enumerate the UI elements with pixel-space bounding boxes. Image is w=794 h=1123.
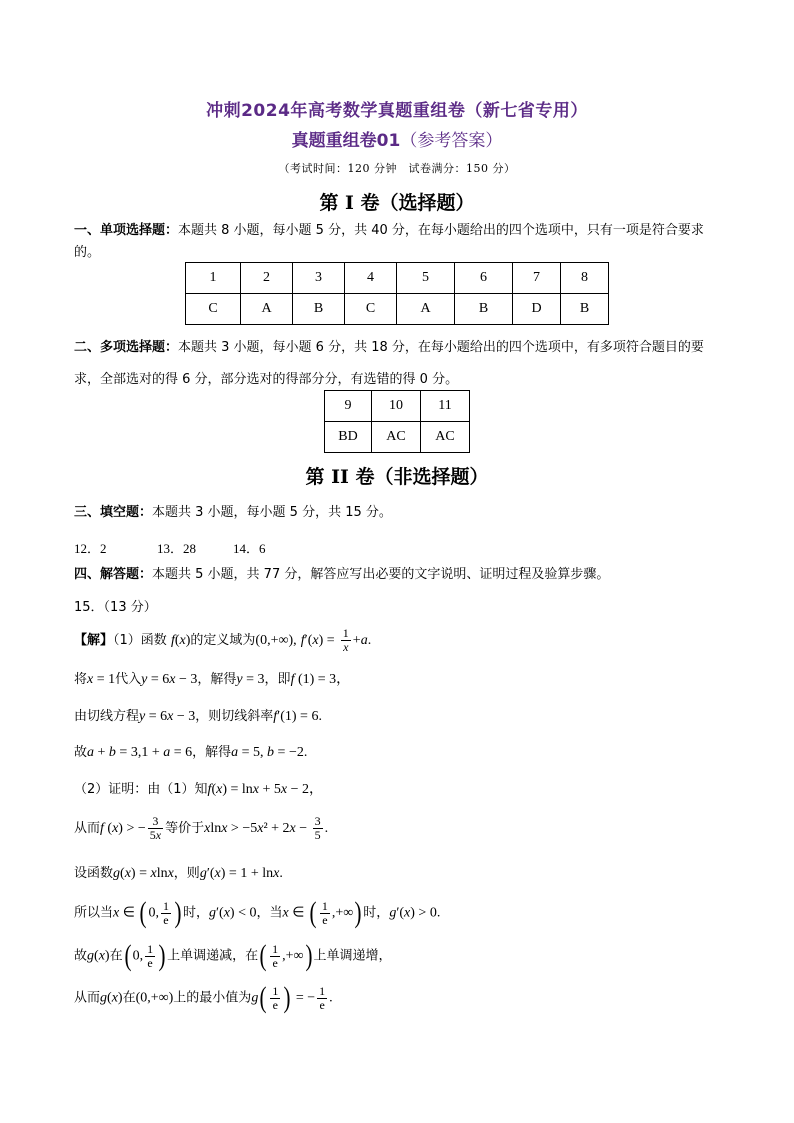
multi-choice-answer-table (324, 390, 470, 453)
solution-line-4: 故a + b = 3,1 + a = 6，解得a = 5, b = −2. (74, 745, 308, 760)
solution-line-1: 【解】（1）函数 f(x)的定义域为(0,+∞), f′(x) = $\frac{1}{x}$ +a. (74, 626, 372, 654)
single-choice-label: 一、单项选择题： (74, 223, 179, 238)
table-row (325, 422, 470, 453)
document-title: 冲刺2024年高考数学真题重组卷（新七省专用） (206, 101, 588, 121)
q15-header: 15．（13 分） (74, 600, 157, 615)
question-number-cell: 11 (421, 391, 470, 422)
fill-answer: 13．28 (157, 541, 197, 556)
question-number-cell: 1 (186, 263, 241, 294)
question-number-cell: 4 (345, 263, 397, 294)
solution-line-9: 故g(x)在( 0, $\frac{1}{e}$ ) 上单调递减，在( $\frac{1}{e}$ ,+∞) 上单调递增， (74, 939, 392, 972)
fill-blank-answers (74, 538, 266, 557)
exam-info: （考试时间：120 分钟 试卷满分：150 分） (278, 162, 516, 175)
multi-choice-text: 本题共 3 小题，每小题 6 分，共 18 分，在每小题给出的四个选项中，有多项符合题目的要求，全部选对的得 6 分，部分选对的得部分分，有选错的得 0 分。 (74, 340, 704, 387)
question-number-cell: 8 (561, 263, 609, 294)
question-number-cell: 6 (455, 263, 513, 294)
subtitle-paren: （参考答案） (400, 131, 503, 151)
solution-line-6: 从而f (x) > − $\frac{3}{5x}$ 等价于xlnx > −5x² + 2x − $\frac{3}{5}$ . (74, 814, 329, 842)
answer-cell: C (345, 294, 397, 325)
solution-line-10: 从而g(x)在(0,+∞)上的最小值为g( $\frac{1}{e}$ ) = − $\frac{1}{e}$ . (74, 981, 333, 1014)
answer-cell: A (397, 294, 455, 325)
single-choice-intro (74, 220, 728, 264)
answer-cell: AC (421, 422, 470, 453)
fill-blank-label: 三、填空题： (74, 505, 153, 520)
table-row (186, 294, 609, 325)
answer-cell: B (561, 294, 609, 325)
part2-title: 第 II 卷（非选择题） (305, 466, 489, 488)
question-number-cell: 3 (293, 263, 345, 294)
solution-line-2: 将x = 1代入y = 6x − 3，解得y = 3，即f (1) = 3， (74, 672, 351, 687)
answer-cell: B (455, 294, 513, 325)
solutions-label: 四、解答题： (74, 567, 153, 582)
answer-cell: A (241, 294, 293, 325)
answer-cell: BD (325, 422, 372, 453)
question-number-cell: 9 (325, 391, 372, 422)
multi-choice-intro (74, 332, 728, 396)
question-number-cell: 7 (513, 263, 561, 294)
single-choice-answer-table (185, 262, 609, 325)
question-number-cell: 5 (397, 263, 455, 294)
fill-answer: 14．6 (233, 541, 266, 556)
multi-choice-label: 二、多项选择题： (74, 340, 179, 355)
table-row (186, 263, 609, 294)
answer-cell: C (186, 294, 241, 325)
fill-blank-text: 本题共 3 小题，每小题 5 分，共 15 分。 (152, 505, 392, 520)
solution-line-3: 由切线方程y = 6x − 3，则切线斜率f′(1) = 6. (74, 709, 322, 724)
answer-cell: B (293, 294, 345, 325)
document-subtitle (0, 126, 794, 151)
table-row (325, 391, 470, 422)
fill-blank-intro (74, 502, 728, 524)
single-choice-text: 本题共 8 小题，每小题 5 分，共 40 分，在每小题给出的四个选项中，只有一项是符合要求的。 (74, 223, 704, 260)
solution-line-5: （2）证明：由（1）知f(x) = lnx + 5x − 2， (74, 782, 324, 797)
question-number-cell: 2 (241, 263, 293, 294)
solution-line-7: 设函数g(x) = xlnx，则g′(x) = 1 + lnx. (74, 866, 283, 881)
answer-cell: D (513, 294, 561, 325)
question-number-cell: 10 (372, 391, 421, 422)
solutions-text: 本题共 5 小题，共 77 分，解答应写出必要的文字说明、证明过程及验算步骤。 (152, 567, 610, 582)
solutions-intro (74, 564, 728, 586)
subtitle-main: 真题重组卷01 (291, 131, 401, 151)
fill-answer: 12．2 (74, 541, 107, 556)
solution-line-8: 所以当x ∈ ( 0, $\frac{1}{e}$ ) 时，g′(x) < 0，当x ∈ ( $\frac{1}{e}$ ,+∞) 时，g′(x) > 0. (74, 896, 441, 929)
answer-cell: AC (372, 422, 421, 453)
part1-title: 第 I 卷（选择题） (319, 192, 475, 214)
